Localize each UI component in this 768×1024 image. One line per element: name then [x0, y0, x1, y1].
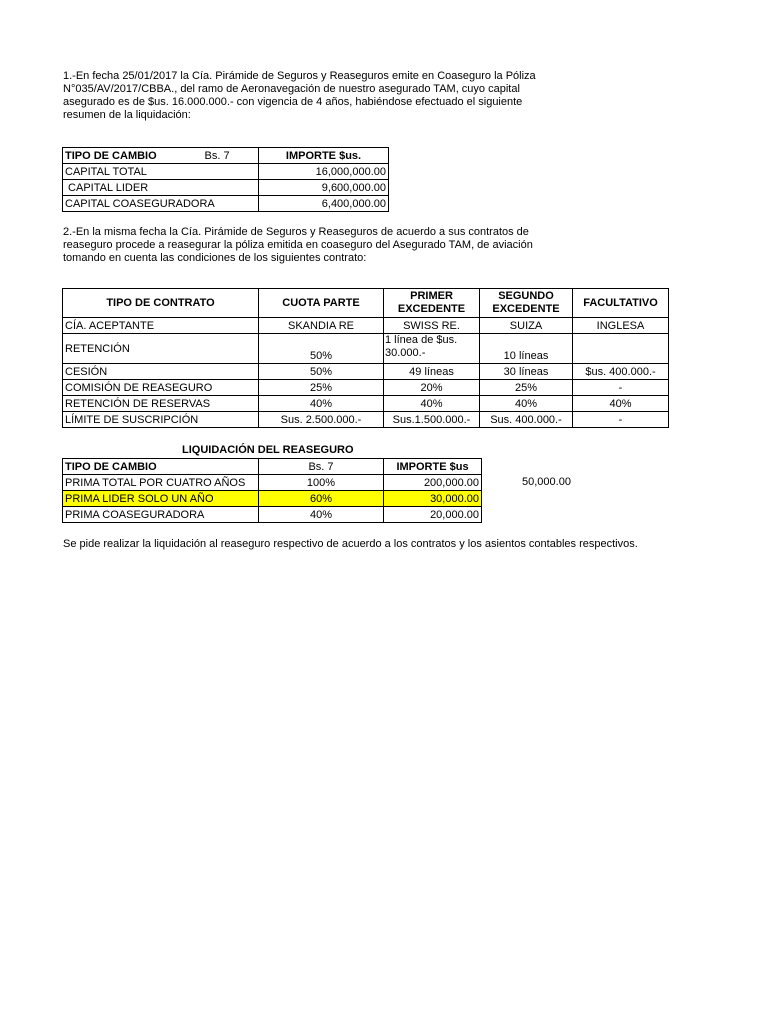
- closing-paragraph: Se pide realizar la liquidación al reaseguro respectivo de acuerdo a los contratos y los asientos contables respectivos.: [63, 538, 638, 550]
- contract-cell: SKANDIA RE: [259, 318, 384, 334]
- contract-header-segundo: SEGUNDO EXCEDENTE: [480, 289, 573, 318]
- contract-cell: -: [573, 380, 669, 396]
- second-line: tomando en cuenta las condiciones de los siguientes contrato:: [63, 252, 367, 264]
- contract-cell: 40%: [259, 396, 384, 412]
- table-row: [63, 164, 389, 180]
- contract-table: [62, 288, 669, 428]
- table-row: [63, 396, 669, 412]
- capital-label: CAPITAL TOTAL: [63, 164, 259, 180]
- contract-cell: [573, 334, 669, 364]
- contract-cell: 40%: [384, 396, 480, 412]
- capital-label: CAPITAL COASEGURADORA: [63, 196, 259, 212]
- contract-cell: SUIZA: [480, 318, 573, 334]
- capital-table: [62, 147, 389, 212]
- table-row: [63, 507, 482, 523]
- contract-cell: $us. 400.000.-: [573, 364, 669, 380]
- contract-cell: Sus. 400.000.-: [480, 412, 573, 428]
- intro-line: asegurado es de $us. 16.000.000.- con vigencia de 4 años, habiéndose efectuado el siguiente: [63, 96, 523, 108]
- capital-header-bs: Bs. 7: [203, 148, 259, 164]
- liquidacion-label: PRIMA COASEGURADORA: [63, 507, 259, 523]
- table-row: [63, 196, 389, 212]
- contract-header-cuota: CUOTA PARTE: [259, 289, 384, 318]
- capital-header-tipo: TIPO DE CAMBIO: [63, 148, 203, 164]
- liquidacion-percent: 60%: [259, 491, 384, 507]
- contract-label: CESIÓN: [63, 364, 259, 380]
- capital-value: 16,000,000.00: [259, 164, 389, 180]
- liquidacion-amount: 30,000.00: [384, 491, 482, 507]
- contract-cell: -: [573, 412, 669, 428]
- intro-line: N°035/AV/2017/CBBA., del ramo de Aeronavegación de nuestro asegurado TAM, cuyo capital: [63, 83, 520, 95]
- table-row-highlighted: [63, 491, 482, 507]
- capital-header-importe: IMPORTE $us.: [259, 148, 389, 164]
- second-paragraph: [63, 226, 583, 265]
- capital-label: CAPITAL LIDER: [63, 180, 259, 196]
- intro-line: resumen de la liquidación:: [63, 109, 191, 121]
- liquidacion-percent: 40%: [259, 507, 384, 523]
- contract-cell: SWISS RE.: [384, 318, 480, 334]
- second-line: reaseguro procede a reasegurar la póliza emitida en coaseguro del Asegurado TAM, de aviación: [63, 239, 533, 251]
- table-row: [63, 380, 669, 396]
- table-row: [63, 475, 482, 491]
- contract-cell: 30 líneas: [480, 364, 573, 380]
- contract-cell: 50%: [259, 364, 384, 380]
- contract-label: COMISIÓN DE REASEGURO: [63, 380, 259, 396]
- contract-cell: 49 líneas: [384, 364, 480, 380]
- contract-label: LÍMITE DE SUSCRIPCIÓN: [63, 412, 259, 428]
- table-row: [63, 318, 669, 334]
- contract-header-primer: PRIMER EXCEDENTE: [384, 289, 480, 318]
- contract-cell: 10 líneas: [480, 334, 573, 364]
- contract-header-tipo: TIPO DE CONTRATO: [63, 289, 259, 318]
- table-row: [63, 364, 669, 380]
- liquidacion-label: PRIMA TOTAL POR CUATRO AÑOS: [63, 475, 259, 491]
- contract-cell: INGLESA: [573, 318, 669, 334]
- contract-label: RETENCIÓN: [63, 334, 259, 364]
- liquidacion-amount: 200,000.00: [384, 475, 482, 491]
- contract-cell: 1 línea de $us. 30.000.-: [384, 334, 480, 364]
- contract-cell: 40%: [480, 396, 573, 412]
- capital-value: 9,600,000.00: [259, 180, 389, 196]
- liquidacion-header-tipo: TIPO DE CAMBIO: [63, 459, 259, 475]
- intro-paragraph: [63, 70, 583, 122]
- liquidacion-table: [62, 458, 482, 523]
- liquidacion-header-bs: Bs. 7: [259, 459, 384, 475]
- contract-cell: Sus. 2.500.000.-: [259, 412, 384, 428]
- capital-value: 6,400,000.00: [259, 196, 389, 212]
- second-line: 2.-En la misma fecha la Cía. Pirámide de Seguros y Reaseguros de acuerdo a sus contratos de: [63, 226, 529, 238]
- table-row: [63, 334, 669, 364]
- contract-cell: 50%: [259, 334, 384, 364]
- intro-line: 1.-En fecha 25/01/2017 la Cía. Pirámide de Seguros y Reaseguros emite en Coaseguro la Póliza: [63, 70, 536, 82]
- contract-cell: 20%: [384, 380, 480, 396]
- contract-cell: 40%: [573, 396, 669, 412]
- side-value: 50,000.00: [522, 476, 571, 488]
- contract-label: RETENCIÓN DE RESERVAS: [63, 396, 259, 412]
- liquidacion-title: LIQUIDACIÓN DEL REASEGURO: [182, 444, 354, 456]
- contract-cell: 25%: [480, 380, 573, 396]
- liquidacion-amount: 20,000.00: [384, 507, 482, 523]
- liquidacion-percent: 100%: [259, 475, 384, 491]
- liquidacion-label: PRIMA LIDER SOLO UN AÑO: [63, 491, 259, 507]
- contract-cell: 25%: [259, 380, 384, 396]
- contract-cell: Sus.1.500.000.-: [384, 412, 480, 428]
- liquidacion-header-importe: IMPORTE $us: [384, 459, 482, 475]
- contract-header-facultativo: FACULTATIVO: [573, 289, 669, 318]
- table-row: [63, 412, 669, 428]
- table-row: [63, 180, 389, 196]
- contract-label: CÍA. ACEPTANTE: [63, 318, 259, 334]
